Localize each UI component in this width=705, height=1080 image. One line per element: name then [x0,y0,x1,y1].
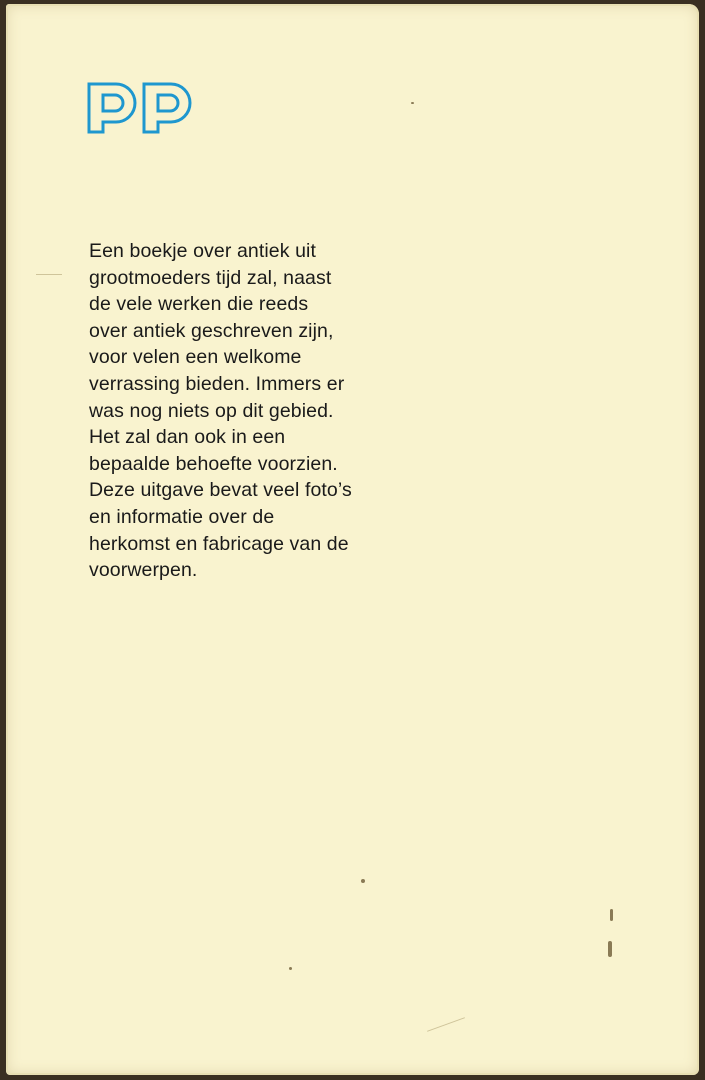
paper-speck [289,967,292,970]
blurb-line: Een boekje over antiek uit [89,240,316,262]
blurb-line: Het zal dan ook in een [89,426,286,449]
blurb-line: en informatie over de [89,505,275,528]
blurb-line: de vele werken die reeds [89,293,309,316]
blurb-line: Deze uitgave bevat veel foto’s [89,479,352,502]
blurb-line: voor velen een welkome [89,346,302,369]
blurb-line: grootmoeders tijd zal, naast [89,266,332,289]
paper-speck [411,102,414,104]
blurb-line: was nog niets op dit gebied. [89,399,334,422]
publisher-logo [86,80,198,134]
paper-speck [608,941,612,957]
blurb-line: verrassing bieden. Immers er [89,372,345,395]
cover-blurb [89,238,409,584]
paper-speck [610,909,613,921]
blurb-line: over antiek geschreven zijn, [89,319,334,342]
blurb-line: bepaalde behoefte voorzien. [89,452,338,475]
paper-speck [361,879,365,883]
blurb-line: herkomst en fabricage van de [89,532,349,555]
paper-scratch [36,274,62,275]
blurb-line: voorwerpen. [89,559,198,582]
paper-scratch [427,1017,465,1032]
book-back-cover [6,4,699,1075]
